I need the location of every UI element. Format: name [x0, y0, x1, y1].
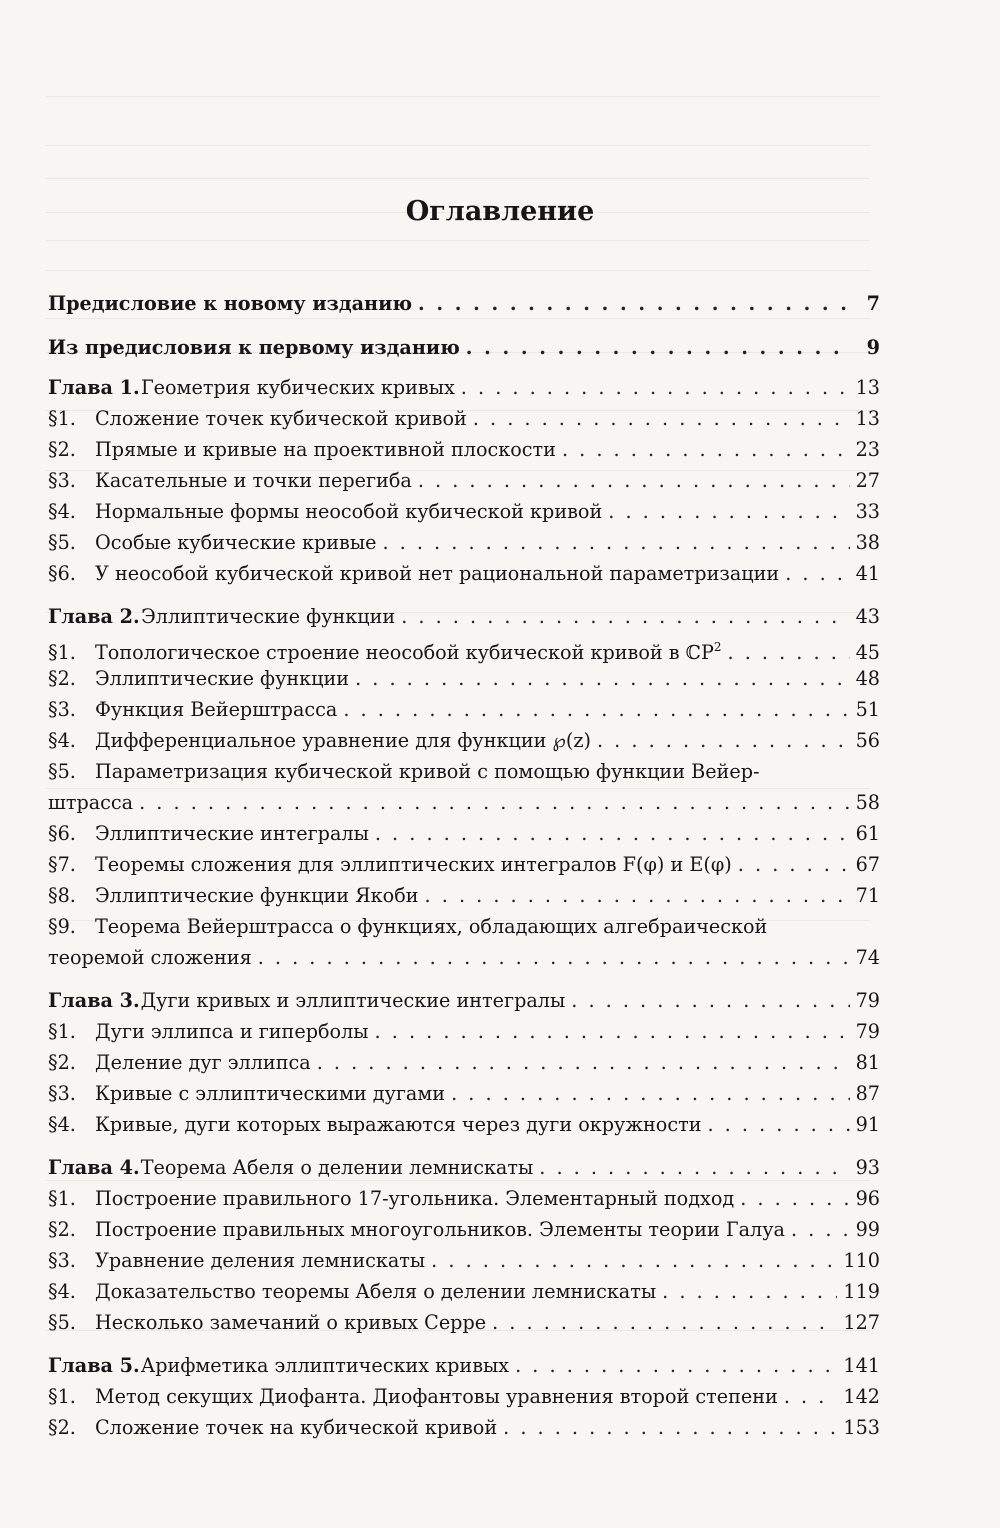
page-number: 142: [843, 1385, 880, 1408]
page-number: 74: [855, 946, 880, 969]
toc-entry[interactable]: [48, 818, 880, 849]
page-number: 38: [855, 531, 880, 554]
preface-entry[interactable]: [48, 282, 880, 326]
section-number: §4.: [48, 1280, 76, 1303]
section-number: §6.: [48, 822, 76, 845]
leader-dots: [562, 434, 850, 465]
section-number: §3.: [48, 1249, 76, 1272]
entry-title: Особые кубические кривые: [95, 531, 377, 554]
section-number: §2.: [48, 1051, 76, 1074]
entry-title: Деление дуг эллипса: [95, 1051, 311, 1074]
toc-entry[interactable]: [48, 1307, 880, 1338]
entry-title: Эллиптические функции Якоби: [95, 884, 419, 907]
entry-title: Эллиптические интегралы: [95, 822, 369, 845]
page-number: 96: [855, 1187, 880, 1210]
leader-dots: [139, 787, 849, 818]
toc-entry[interactable]: [48, 1047, 880, 1078]
page-number: 48: [855, 667, 880, 690]
leader-dots: [401, 601, 849, 632]
section-number: §1.: [48, 407, 76, 430]
page-title: Оглавление: [405, 196, 595, 227]
chapter-number: Глава 5.: [48, 1354, 140, 1377]
entry-title: Уравнение деления лемнискаты: [95, 1249, 426, 1272]
entry-title: Геометрия кубических кривых: [140, 376, 455, 399]
toc-entry[interactable]: [48, 1109, 880, 1140]
toc-entry[interactable]: [48, 1183, 880, 1214]
page-number: 141: [843, 1354, 880, 1377]
toc-entry[interactable]: [48, 632, 880, 663]
chapter-number: Глава 4.: [48, 1156, 140, 1179]
toc-entry[interactable]: [48, 942, 880, 973]
leader-dots: [597, 725, 850, 756]
entry-title: Сложение точек кубической кривой: [95, 407, 467, 430]
section-number: §3.: [48, 1082, 76, 1105]
page-number: 13: [855, 407, 880, 430]
chapter-entry[interactable]: [48, 1350, 880, 1381]
section-number: §5.: [48, 760, 76, 783]
toc-entry[interactable]: [48, 849, 880, 880]
entry-title: Нормальные формы неособой кубической кривой: [95, 500, 603, 523]
toc-entry[interactable]: [48, 434, 880, 465]
leader-dots: [382, 527, 849, 558]
section-number: §7.: [48, 853, 76, 876]
page-number: 56: [855, 729, 880, 752]
section-title-continued: теоремой сложения: [48, 946, 252, 969]
section-number: §4.: [48, 729, 76, 752]
leader-dots: [473, 403, 850, 434]
leader-dots: [785, 558, 849, 589]
leader-dots: [466, 326, 852, 370]
leader-dots: [784, 1381, 838, 1412]
entry-title: Касательные и точки перегиба: [95, 469, 412, 492]
chapter-entry[interactable]: [48, 985, 880, 1016]
toc-entry-line: [48, 756, 880, 787]
page-number: 99: [855, 1218, 880, 1241]
section-number: §4.: [48, 1113, 76, 1136]
toc-entry[interactable]: [48, 1412, 880, 1443]
leader-dots: [375, 1016, 850, 1047]
entry-title: Построение правильных многоугольников. Элементы теории Галуа: [95, 1218, 785, 1241]
entry-title: Сложение точек на кубической кривой: [95, 1416, 498, 1439]
page-number: 71: [855, 884, 880, 907]
section-number: §5.: [48, 531, 76, 554]
section-number: §2.: [48, 667, 76, 690]
section-number: §6.: [48, 562, 76, 585]
section-number: §8.: [48, 884, 76, 907]
page-number: 33: [855, 500, 880, 523]
section-title: Теорема Вейерштрасса о функциях, обладающих алгебраической: [95, 915, 768, 938]
page-number: 43: [855, 605, 880, 628]
page-number: 91: [855, 1113, 880, 1136]
leader-dots: [355, 663, 850, 694]
page-number: 110: [843, 1249, 880, 1272]
section-number: §1.: [48, 1020, 76, 1043]
toc-entry[interactable]: [48, 403, 880, 434]
leader-dots: [418, 282, 852, 326]
section-number: §1.: [48, 641, 76, 664]
entry-title: Эллиптические функции: [141, 605, 396, 628]
toc-entry[interactable]: [48, 1245, 880, 1276]
toc-entry[interactable]: [48, 1276, 880, 1307]
section-number: §3.: [48, 698, 76, 721]
chapter-entry[interactable]: [48, 601, 880, 632]
entry-title: Дифференциальное уравнение для функции ℘(z): [95, 729, 591, 752]
preface-entry[interactable]: [48, 326, 880, 370]
leader-dots: [431, 1245, 837, 1276]
leader-dots: [662, 1276, 837, 1307]
toc-entry[interactable]: [48, 663, 880, 694]
page-number: 45: [855, 641, 880, 664]
leader-dots: [791, 1214, 850, 1245]
section-number: §5.: [48, 1311, 76, 1334]
entry-title: Топологическое строение неособой кубической кривой в ℂP$^2$: [95, 640, 722, 664]
page-number: 79: [855, 989, 880, 1012]
page-number: 7: [866, 292, 880, 315]
page-number: 61: [855, 822, 880, 845]
entry-title: Несколько замечаний о кривых Серре: [95, 1311, 487, 1334]
section-number: §3.: [48, 469, 76, 492]
entry-title: Из предисловия к первому изданию: [48, 336, 460, 359]
page-number: 27: [855, 469, 880, 492]
chapter-entry[interactable]: [48, 372, 880, 403]
entry-title: Теорема Абеля о делении лемнискаты: [140, 1156, 534, 1179]
leader-dots: [740, 1183, 849, 1214]
page-number: 41: [855, 562, 880, 585]
page-number: 51: [855, 698, 880, 721]
entry-title: Доказательство теоремы Абеля о делении лемнискаты: [95, 1280, 657, 1303]
leader-dots: [515, 1350, 837, 1381]
section-title-continued: штрасса: [48, 791, 134, 814]
section-number: §2.: [48, 1218, 76, 1241]
section-number: §1.: [48, 1187, 76, 1210]
leader-dots: [418, 465, 850, 496]
page-number: 81: [855, 1051, 880, 1074]
entry-title: Метод секущих Диофанта. Диофантовы уравнения второй степени: [95, 1385, 778, 1408]
entry-title: У неособой кубической кривой нет рациональной параметризации: [95, 562, 780, 585]
entry-title: Предисловие к новому изданию: [48, 292, 413, 315]
page-number: 13: [855, 376, 880, 399]
toc-entry[interactable]: [48, 558, 880, 589]
section-title: Параметризация кубической кривой с помощью функции Вейер-: [95, 760, 760, 783]
toc-entry[interactable]: [48, 1016, 880, 1047]
leader-dots: [317, 1047, 850, 1078]
section-number: §2.: [48, 438, 76, 461]
page-number: 23: [855, 438, 880, 461]
page-number: 79: [855, 1020, 880, 1043]
toc-entry[interactable]: [48, 694, 880, 725]
leader-dots: [492, 1307, 837, 1338]
page-number: 87: [855, 1082, 880, 1105]
entry-title: Кривые, дуги которых выражаются через дуги окружности: [95, 1113, 702, 1136]
leader-dots: [571, 985, 849, 1016]
entry-title: Теоремы сложения для эллиптических интегралов F(φ) и E(φ): [95, 853, 732, 876]
leader-dots: [451, 1078, 849, 1109]
section-number: §4.: [48, 500, 76, 523]
toc-entry[interactable]: [48, 465, 880, 496]
section-number: §1.: [48, 1385, 76, 1408]
chapter-number: Глава 3.: [48, 989, 140, 1012]
toc-entry[interactable]: [48, 787, 880, 818]
entry-title: Кривые с эллиптическими дугами: [95, 1082, 446, 1105]
page-number: 9: [866, 336, 880, 359]
leader-dots: [503, 1412, 837, 1443]
page-number: 127: [843, 1311, 880, 1334]
entry-title: Функция Вейерштрасса: [95, 698, 338, 721]
section-number: §2.: [48, 1416, 76, 1439]
leader-dots: [343, 694, 849, 725]
toc-entry[interactable]: [48, 1078, 880, 1109]
page-number: 119: [843, 1280, 880, 1303]
leader-dots: [608, 496, 849, 527]
entry-title: Построение правильного 17-угольника. Элементарный подход: [95, 1187, 735, 1210]
table-of-contents: [48, 282, 880, 1443]
page-number: 93: [855, 1156, 880, 1179]
leader-dots: [539, 1152, 849, 1183]
toc-entry[interactable]: [48, 496, 880, 527]
entry-title: Эллиптические функции: [95, 667, 350, 690]
superscript: 2: [713, 640, 722, 654]
leader-dots: [707, 1109, 849, 1140]
leader-dots: [375, 818, 850, 849]
leader-dots: [425, 880, 850, 911]
leader-dots: [461, 372, 850, 403]
page-number: 67: [855, 853, 880, 876]
entry-title: Арифметика эллиптических кривых: [140, 1354, 510, 1377]
chapter-number: Глава 1.: [48, 376, 140, 399]
page-number: 153: [843, 1416, 880, 1439]
entry-title: Прямые и кривые на проективной плоскости: [95, 438, 556, 461]
toc-entry[interactable]: [48, 527, 880, 558]
chapter-entry[interactable]: [48, 1152, 880, 1183]
toc-entry[interactable]: [48, 1381, 880, 1412]
section-number: §9.: [48, 915, 76, 938]
toc-entry[interactable]: [48, 880, 880, 911]
page-number: 58: [855, 791, 880, 814]
leader-dots: [738, 849, 850, 880]
toc-entry[interactable]: [48, 1214, 880, 1245]
toc-entry[interactable]: [48, 725, 880, 756]
chapter-number: Глава 2.: [48, 605, 140, 628]
leader-dots: [258, 942, 850, 973]
toc-entry-line: [48, 911, 880, 942]
entry-title: Дуги кривых и эллиптические интегралы: [140, 989, 566, 1012]
entry-title: Дуги эллипса и гиперболы: [95, 1020, 369, 1043]
